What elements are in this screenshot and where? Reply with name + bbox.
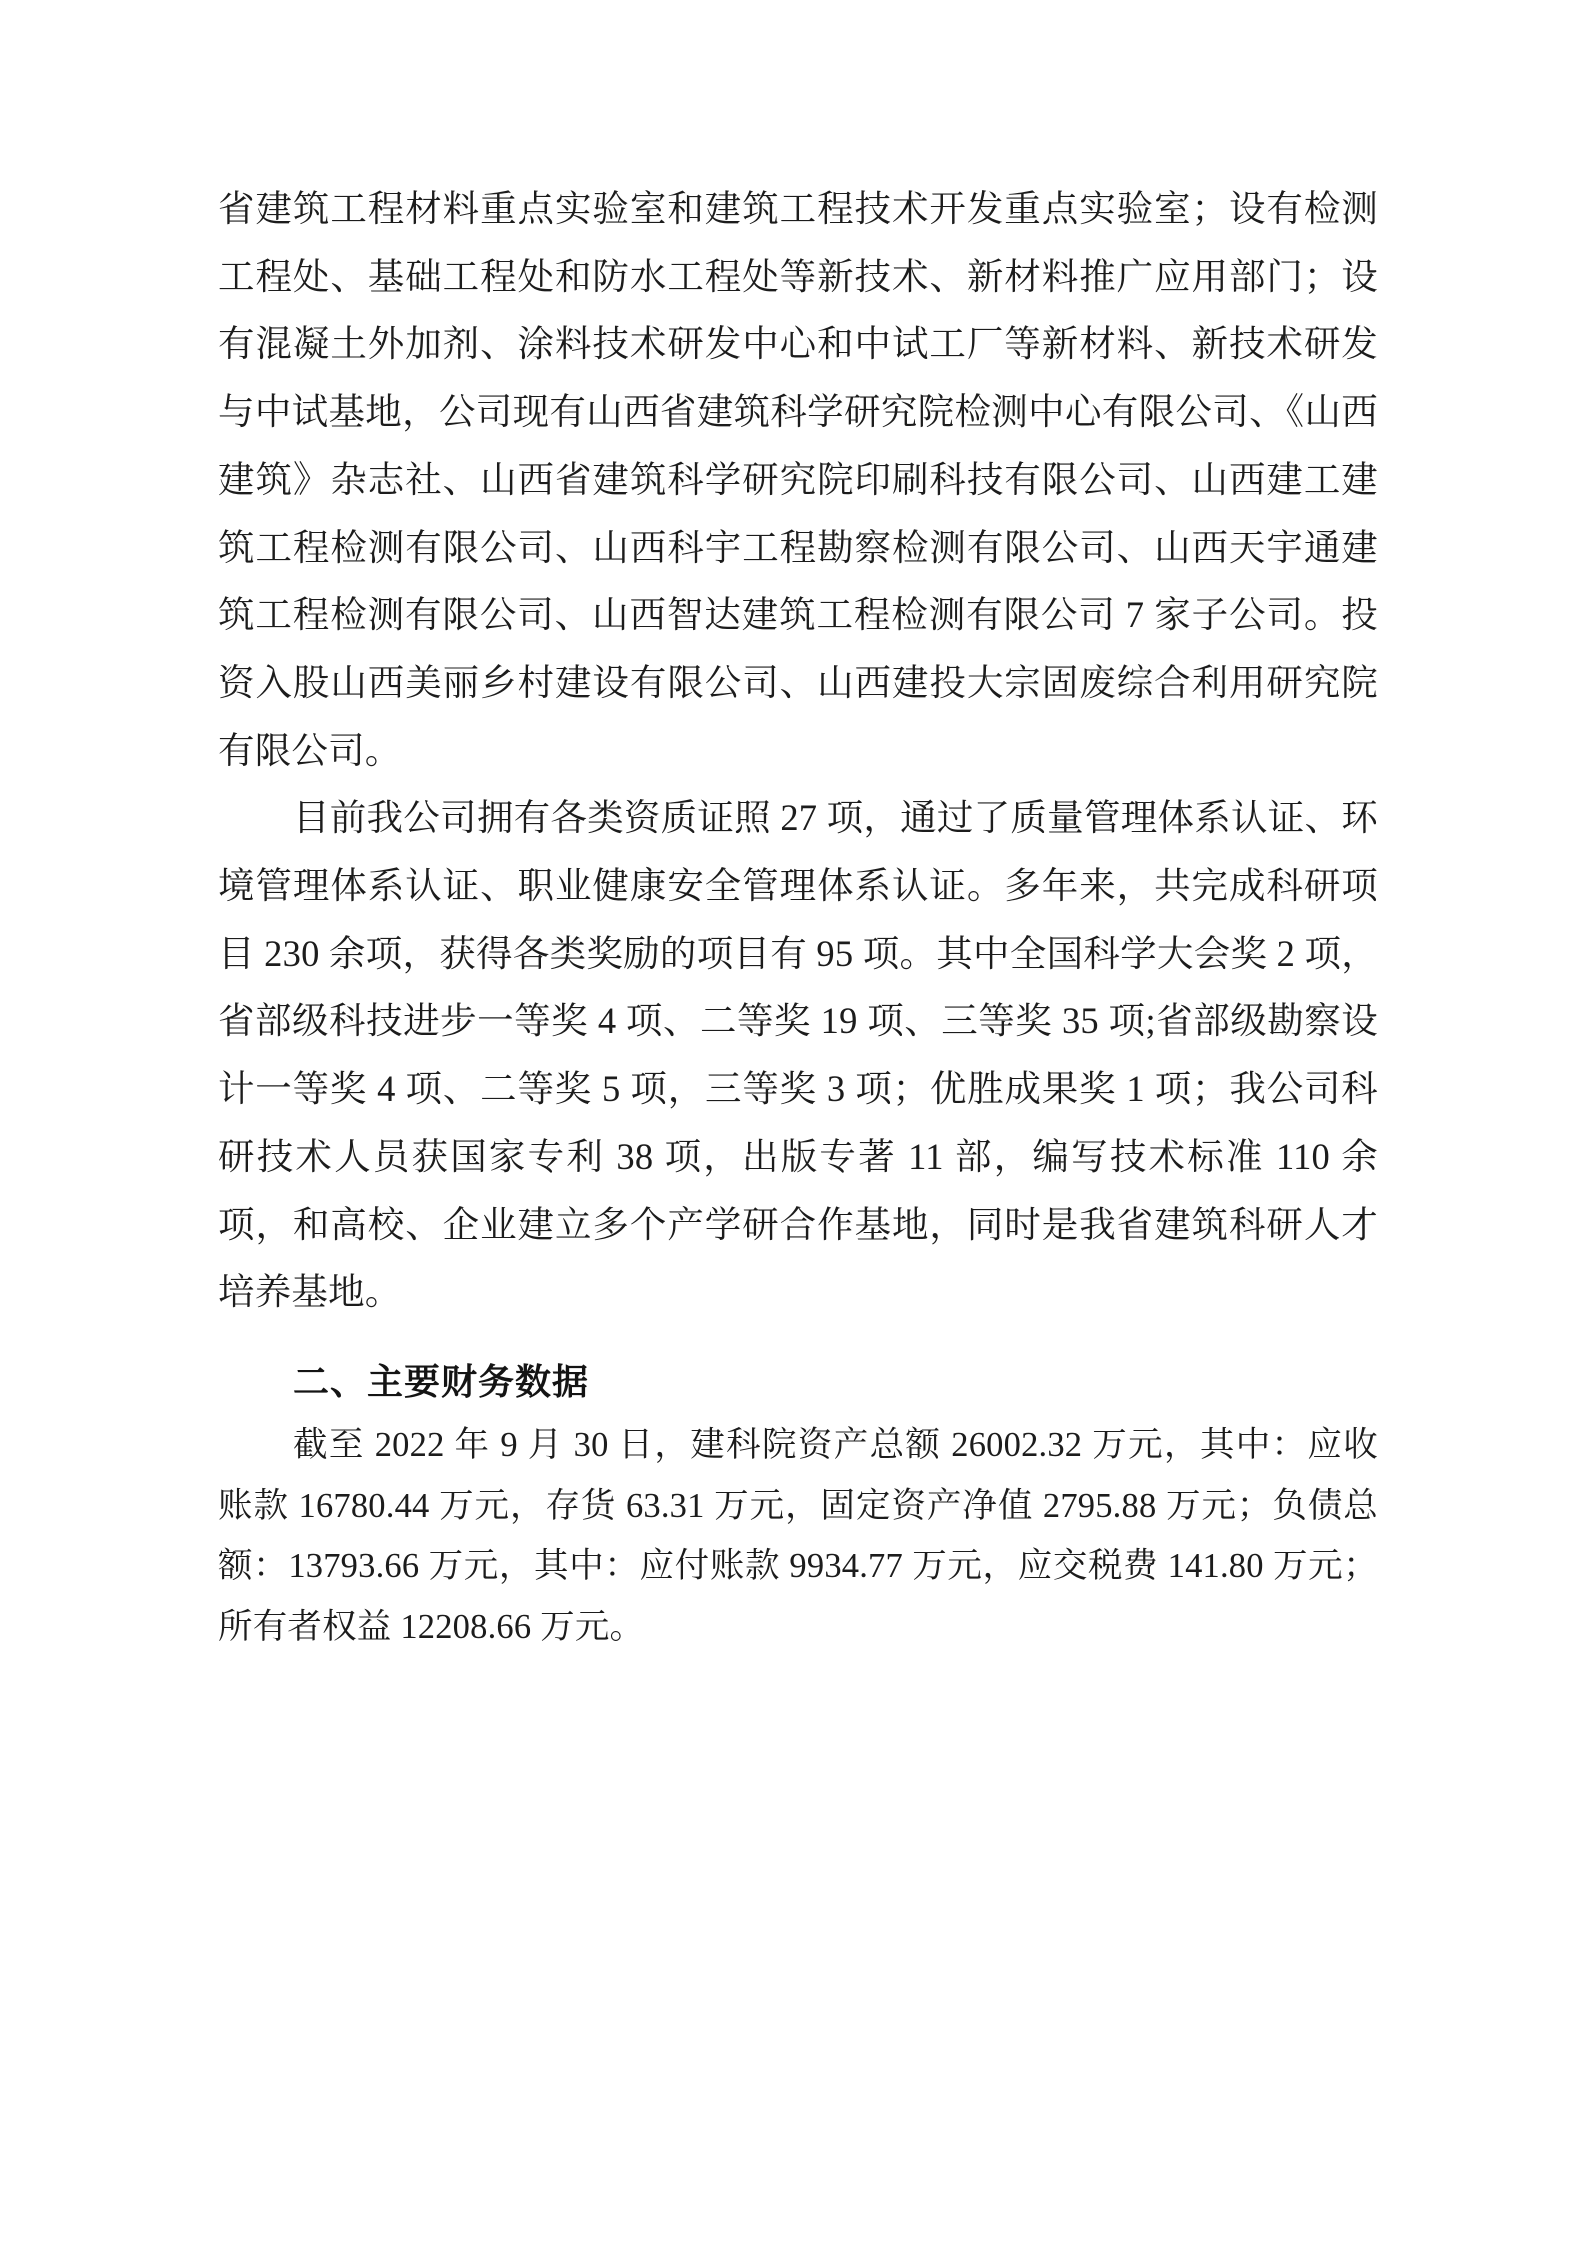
section-heading-financial-data: 二、主要财务数据 — [293, 1360, 590, 1402]
paragraph-qualifications: 目前我公司拥有各类资质证照 27 项，通过了质量管理体系认证、环境管理体系认证、职业健康安全管理体系认证。多年来，共完成科研项目 230 余项，获得各类奖励的项目有 95 项。其中全国科学大会奖 2 项，省部级科技进步一等奖 4 项、二等奖 19 项、三等奖 35 项;省部级勘察设计一等奖 4 项、二等奖 5 项，三等奖 3 项；优胜成果奖 1 项；我公司科研技术人员获国家专利 38 项，出版专著 11 部，编写技术标准 110 余项，和高校、企业建立多个产学研合作基地，同时是我省建筑科研人才培养基地。 — [218, 797, 1378, 1313]
document-body — [218, 175, 1378, 1658]
paragraph-company-intro: 省建筑工程材料重点实验室和建筑工程技术开发重点实验室；设有检测工程处、基础工程处和防水工程处等新技术、新材料推广应用部门；设有混凝土外加剂、涂料技术研发中心和中试工厂等新材料、新技术研发与中试基地，公司现有山西省建筑科学研究院检测中心有限公司、《山西建筑》杂志社、山西省建筑科学研究院印刷科技有限公司、山西建工建筑工程检测有限公司、山西科宇工程勘察检测有限公司、山西天宇通建筑工程检测有限公司、山西智达建筑工程检测有限公司 7 家子公司。投资入股山西美丽乡村建设有限公司、山西建投大宗固废综合利用研究院有限公司。 — [218, 188, 1378, 771]
paragraph-financial-summary: 截至 2022 年 9 月 30 日，建科院资产总额 26002.32 万元，其中：应收账款 16780.44 万元，存货 63.31 万元，固定资产净值 2795.88 万元；负债总额：13793.66 万元，其中：应付账款 9934.77 万元，应交税费 141.80 万元；所有者权益 12208.66 万元。 — [218, 1425, 1378, 1647]
